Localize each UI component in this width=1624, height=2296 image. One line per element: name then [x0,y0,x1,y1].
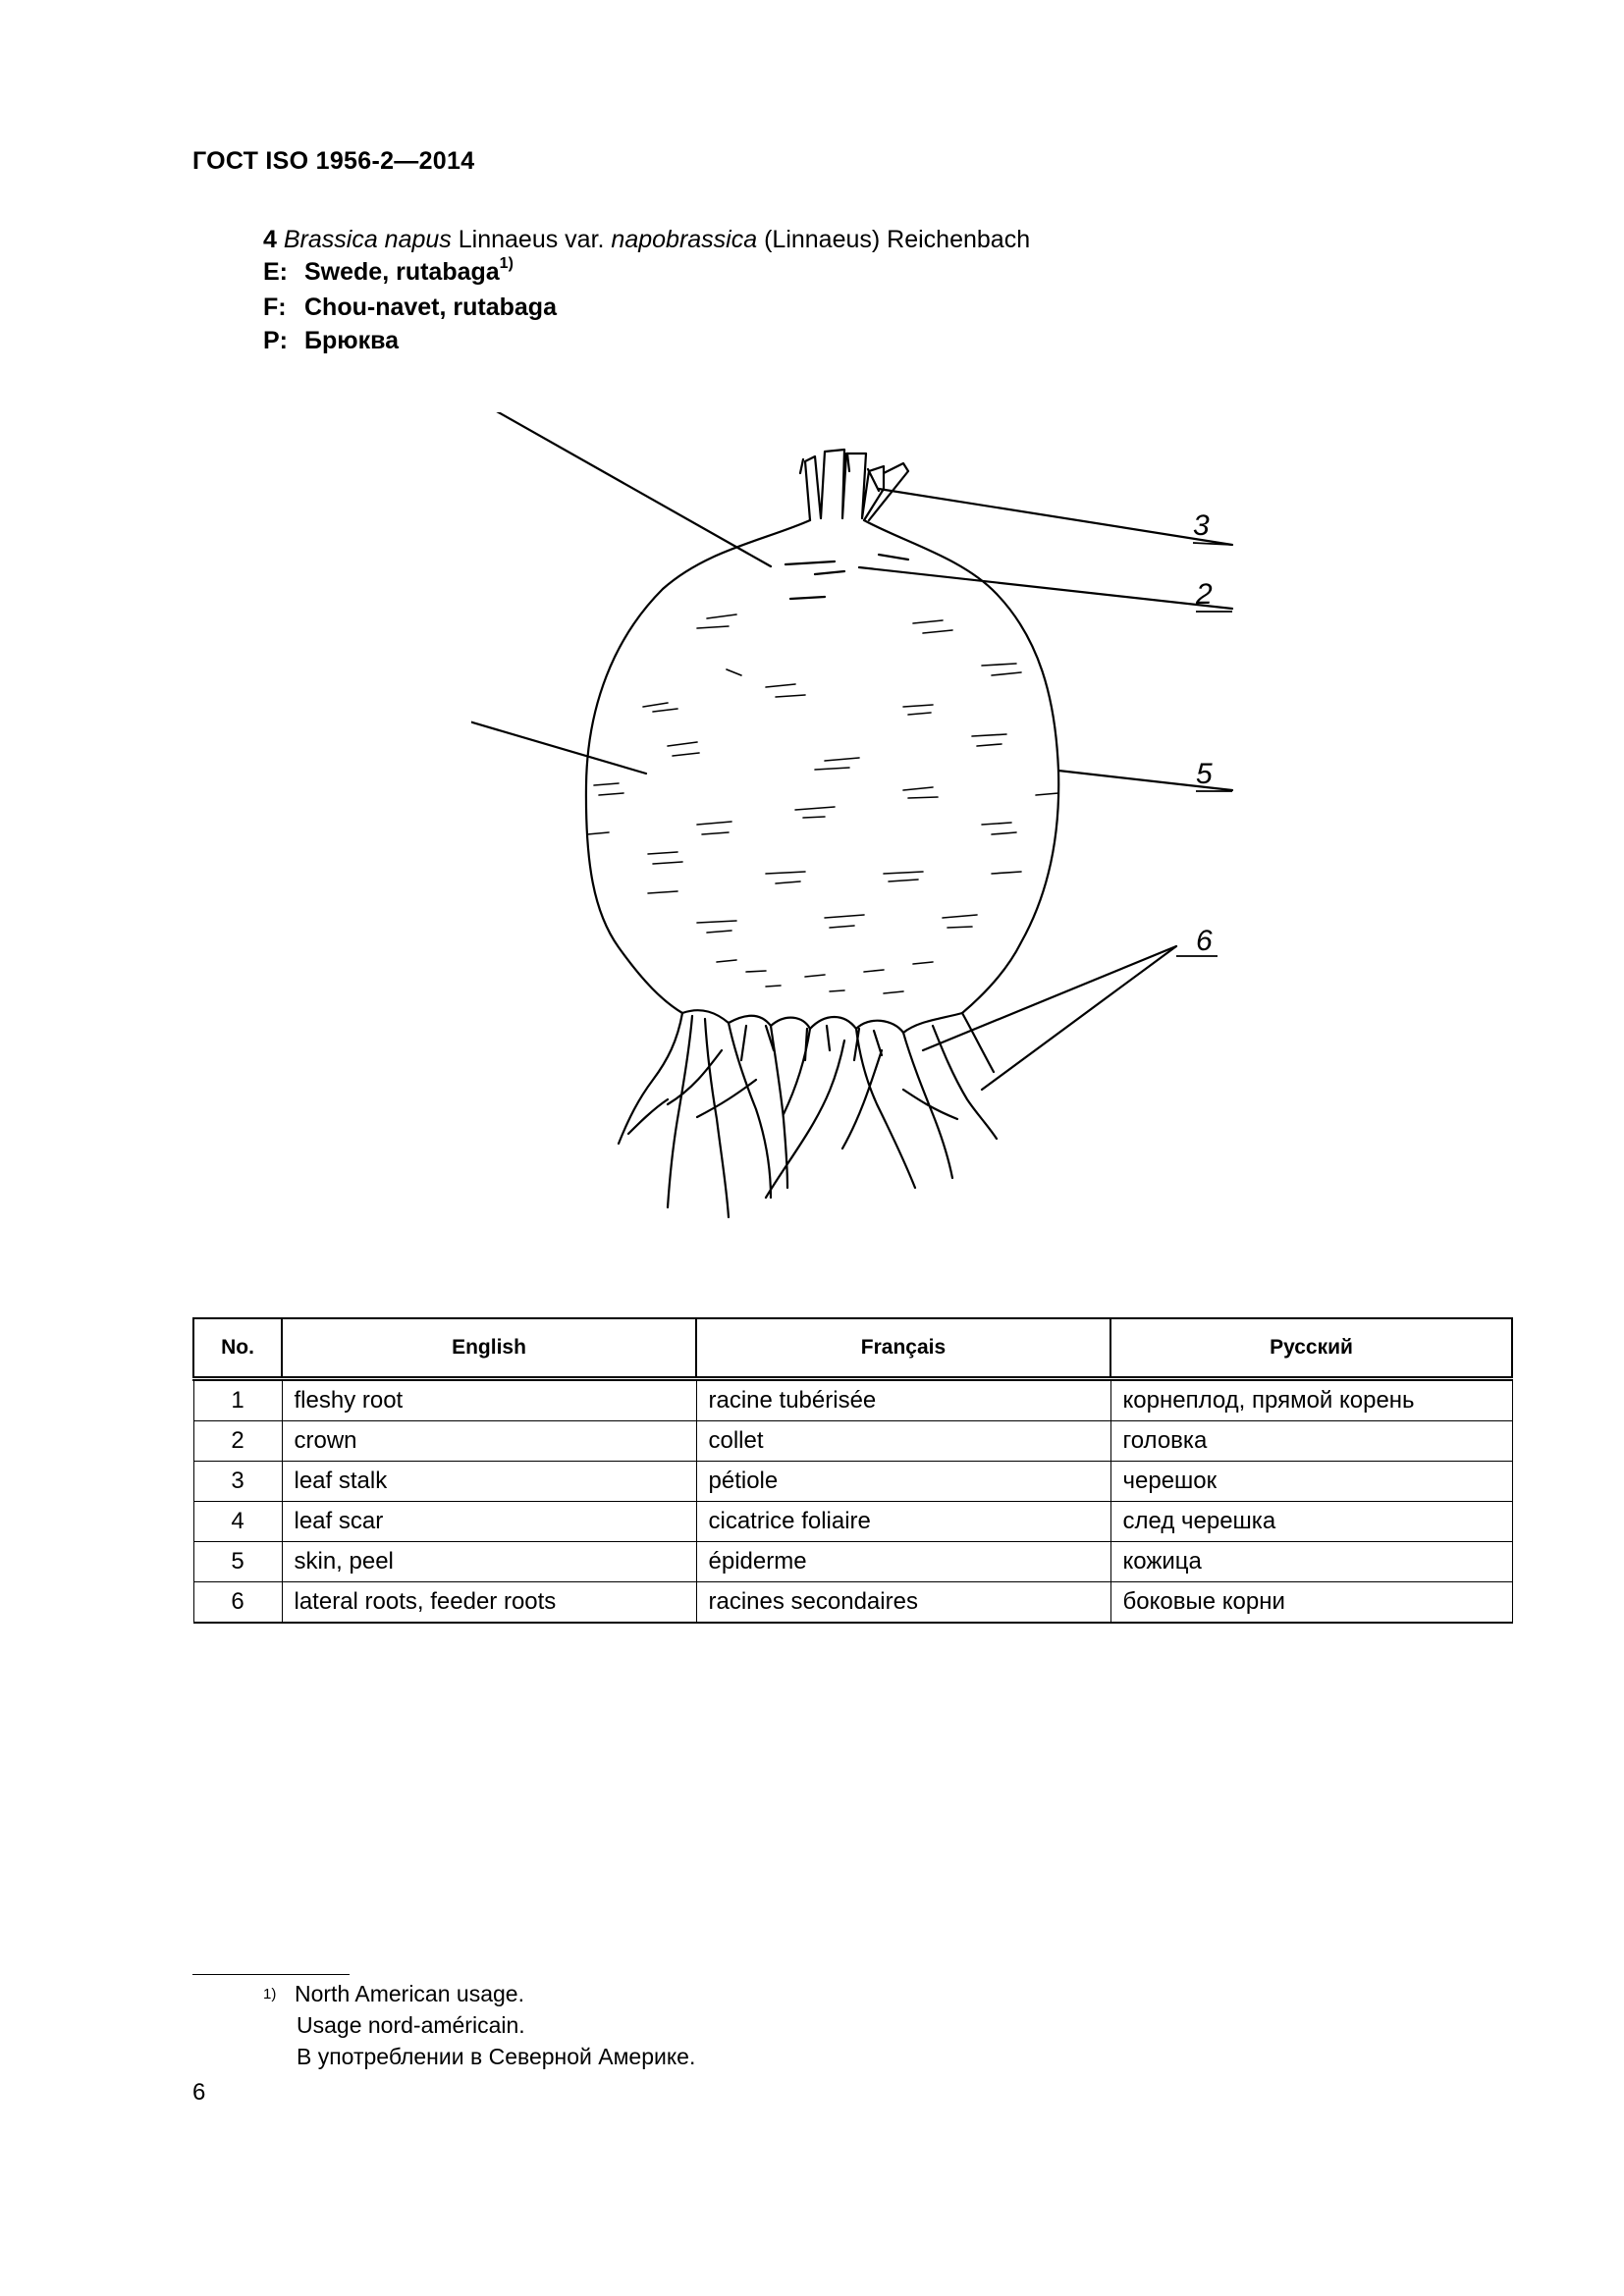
name-french: Chou-navet, rutabaga [304,294,557,321]
cell-english: skin, peel [282,1542,696,1582]
variety-name: napobrassica [611,226,758,253]
variety-authority: (Linnaeus) Reichenbach [764,226,1031,253]
document-header: ГОСТ ISO 1956-2—2014 [192,147,475,175]
name-russian: Брюква [304,327,400,354]
cell-russian: корнеплод, прямой корень [1110,1379,1512,1421]
lang-code-english: E: [263,258,288,286]
crown-stalks [805,450,908,520]
leader-6a [923,946,1176,1050]
cell-english: fleshy root [282,1379,696,1421]
leader-1 [471,685,646,774]
table-row [193,1542,1512,1582]
species-name: Brassica napus [283,226,452,253]
name-english-line [263,256,514,288]
name-french-line [263,292,557,323]
cell-english: lateral roots, feeder roots [282,1582,696,1624]
footnote-line-english: North American usage. [295,1981,524,2006]
table-row [193,1462,1512,1502]
cell-english: crown [282,1421,696,1462]
cell-russian: боковые корни [1110,1582,1512,1624]
cell-no: 1 [193,1379,282,1421]
table-row [193,1421,1512,1462]
cell-no: 6 [193,1582,282,1624]
leader-4 [471,412,771,566]
cell-french: épiderme [696,1542,1110,1582]
col-header-russian: Русский [1110,1318,1512,1379]
cell-russian: головка [1110,1421,1512,1462]
col-header-english: English [282,1318,696,1379]
species-authority: Linnaeus var. [458,226,605,253]
cell-english: leaf stalk [282,1462,696,1502]
cell-russian: черешок [1110,1462,1512,1502]
species-line [263,224,1030,255]
leader-3 [879,489,1232,545]
callout-5: 5 [1196,758,1213,790]
cell-french: racine tubérisée [696,1379,1110,1421]
cell-french: racines secondaires [696,1582,1110,1624]
col-header-no: No. [193,1318,282,1379]
table-row [193,1379,1512,1421]
name-english: Swede, rutabaga [304,258,500,286]
table-row [193,1502,1512,1542]
callout-3: 3 [1193,509,1210,542]
cell-english: leaf scar [282,1502,696,1542]
cell-french: cicatrice foliaire [696,1502,1110,1542]
footnote-divider [192,1974,350,1975]
footnote-mark: 1) [263,1986,277,2002]
name-russian-line [263,325,399,356]
entry-number: 4 [263,226,277,253]
table-row [193,1582,1512,1624]
leader-6b [982,946,1176,1090]
table-header-row [193,1318,1512,1379]
cell-no: 5 [193,1542,282,1582]
footnote-line-russian: В употреблении в Северной Америке. [297,2044,696,2069]
page-number: 6 [192,2079,206,2106]
footnote-reference: 1) [499,255,514,272]
rutabaga-figure [471,412,1247,1247]
leader-2 [859,567,1232,609]
cell-french: collet [696,1421,1110,1462]
footnote-line-french: Usage nord-américain. [297,2012,525,2038]
cell-no: 4 [193,1502,282,1542]
callout-2: 2 [1196,578,1213,611]
cell-russian: кожица [1110,1542,1512,1582]
cell-french: pétiole [696,1462,1110,1502]
lang-code-french: F: [263,294,287,321]
root-body-outline [586,520,1058,1013]
col-header-french: Français [696,1318,1110,1379]
lang-code-russian: P: [263,327,288,354]
cell-russian: след черешка [1110,1502,1512,1542]
callout-6: 6 [1196,925,1213,957]
terms-table [192,1317,1513,1624]
cell-no: 3 [193,1462,282,1502]
cell-no: 2 [193,1421,282,1462]
